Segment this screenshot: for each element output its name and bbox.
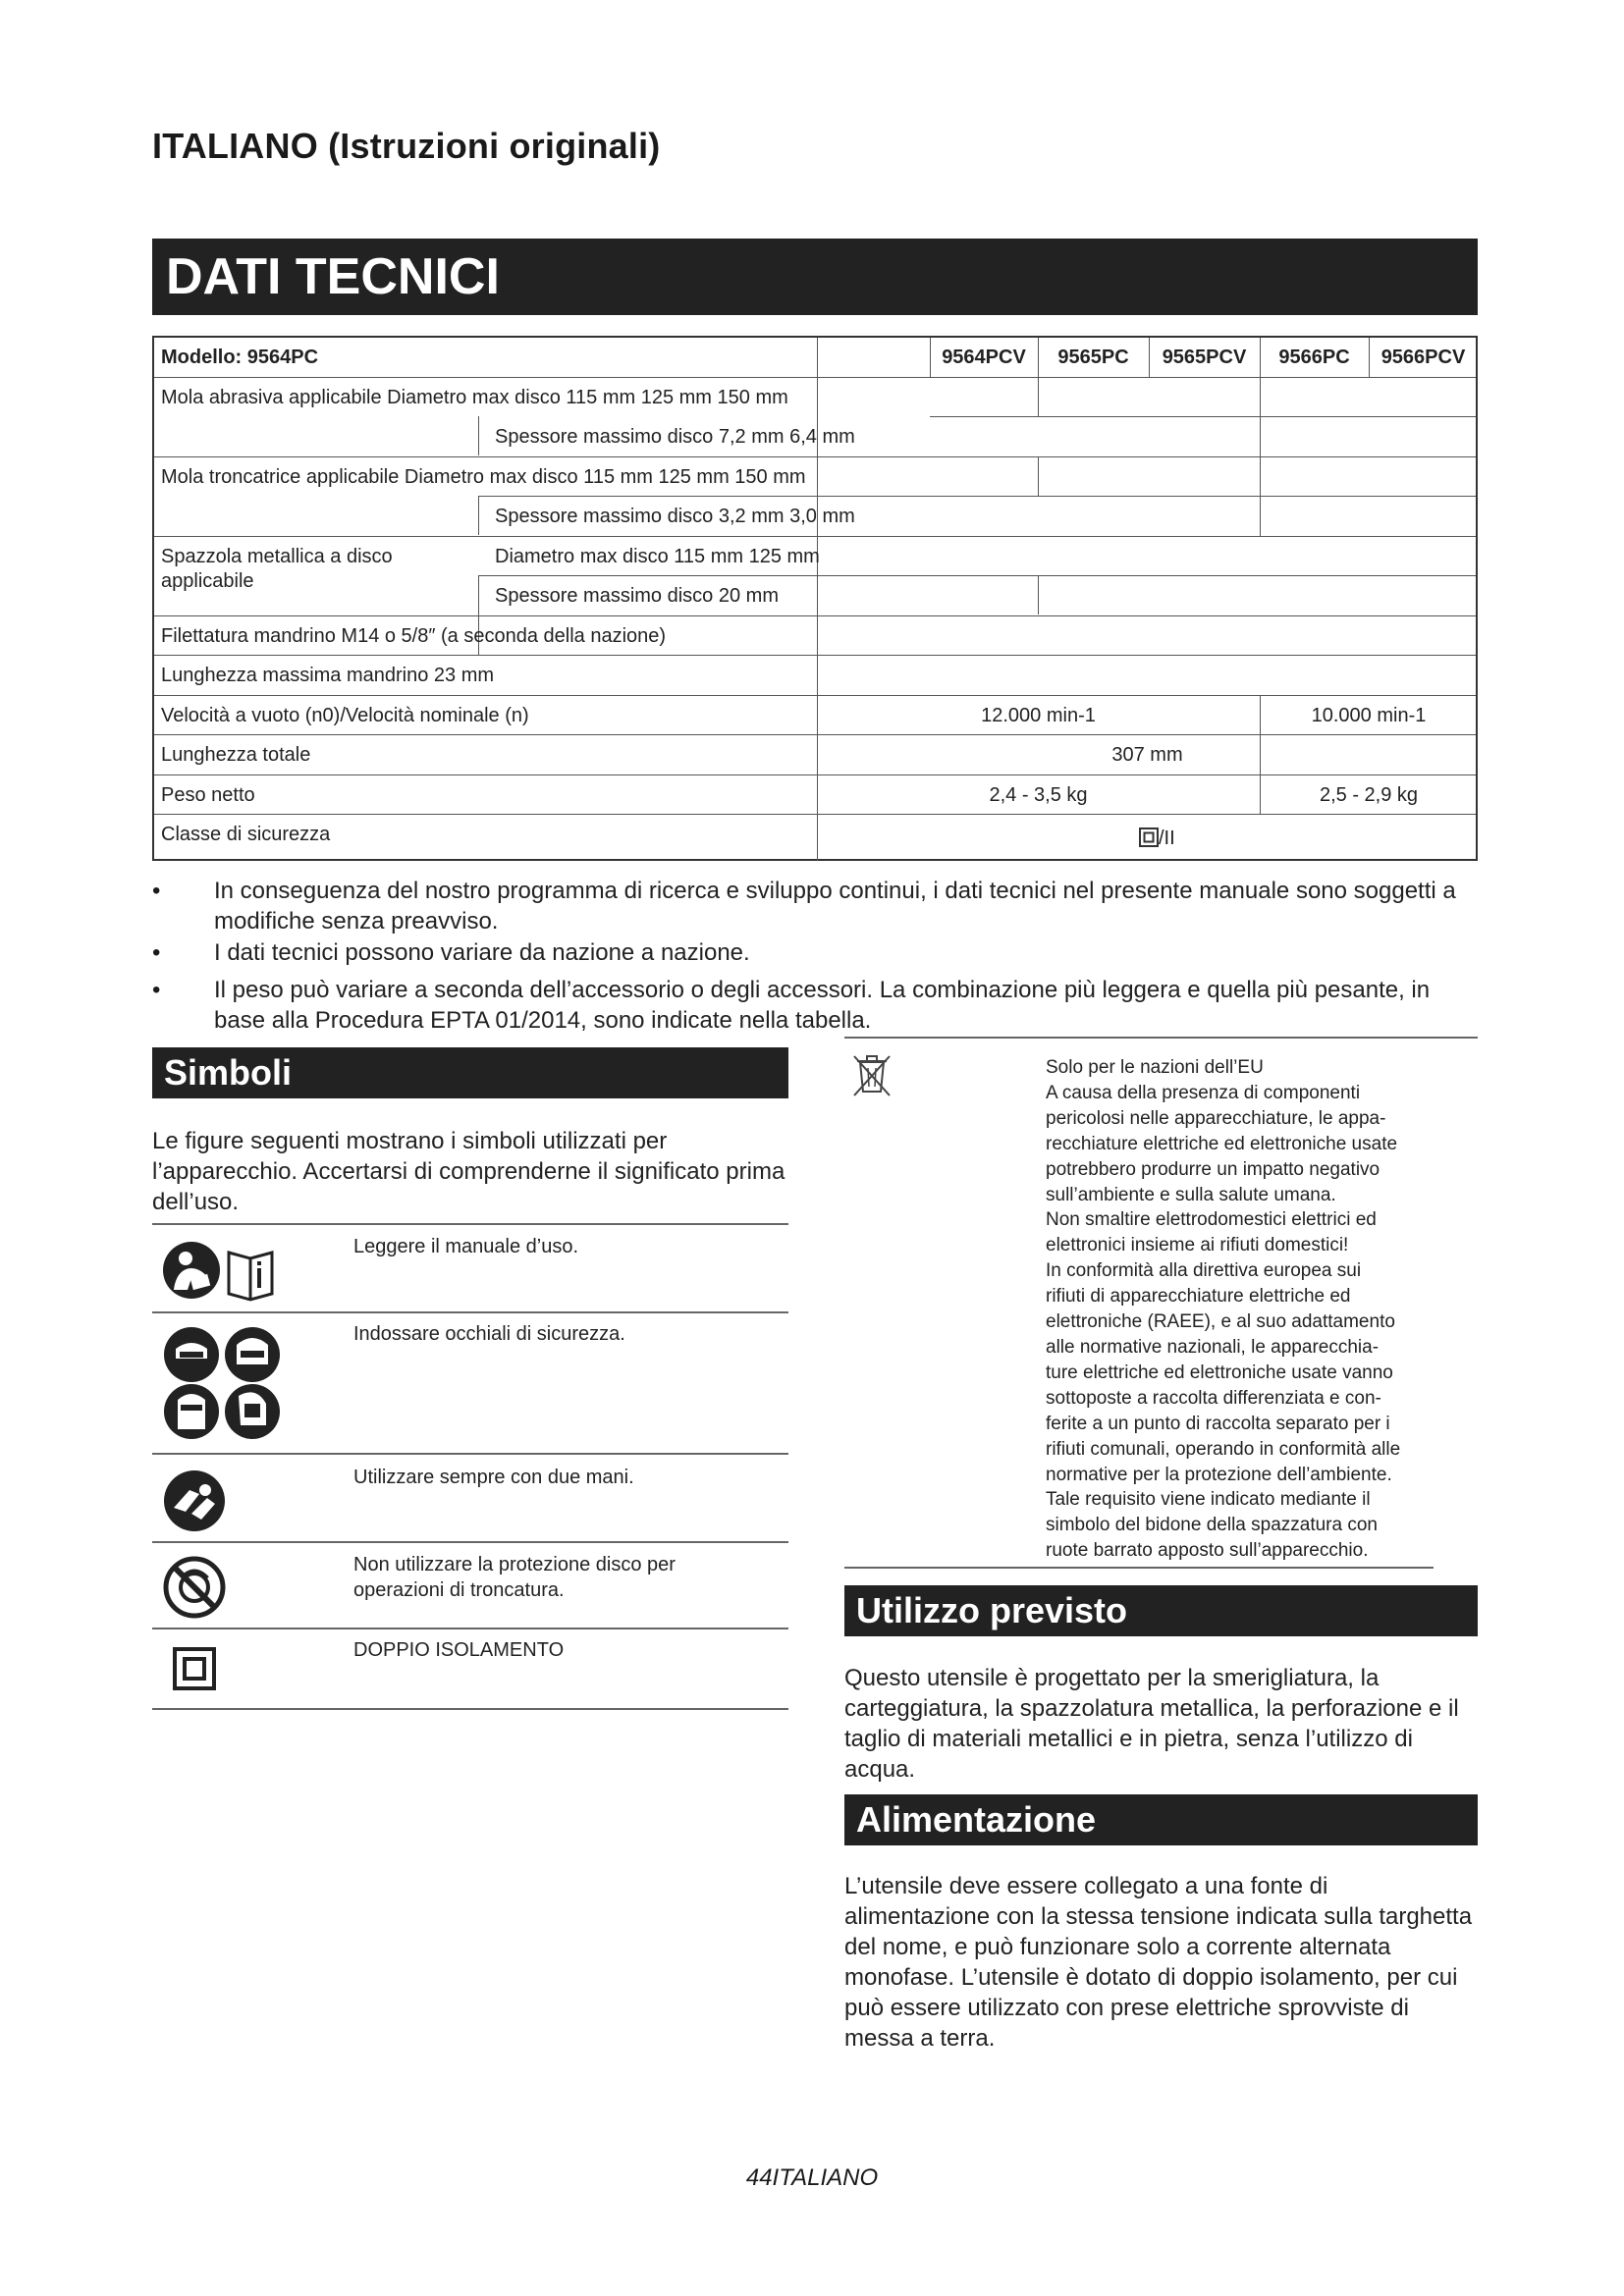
bullet: •	[152, 977, 161, 1003]
utilizzo-text: Questo utensile è progettato per la smerigliatura, la carteggiatura, la spazzolatura metallica, la perforazione e il taglio di materiali metallici e in pietra, senza l’utilizzo di acqua.	[844, 1665, 1459, 1783]
utilizzo-heading: Utilizzo previsto	[844, 1585, 1478, 1636]
row-mola-abrasiva-diametro: Mola abrasiva applicabile Diametro max disco 115 mm 125 mm 150 mm	[161, 387, 788, 408]
row-peso-value-1: 2,4 - 3,5 kg	[989, 784, 1088, 806]
row-spazzola-diametro: Diametro max disco 115 mm 125 mm	[495, 546, 820, 567]
crossed-bin-icon	[852, 1052, 892, 1102]
row-mola-troncatrice-diametro: Mola troncatrice applicabile Diametro max disco 115 mm 125 mm 150 mm	[161, 466, 806, 488]
symbol-text-read-manual: Leggere il manuale d’uso.	[353, 1236, 579, 1257]
safety-glasses-icon	[162, 1325, 284, 1446]
row-lunghezza-totale-value: 307 mm	[1111, 744, 1183, 766]
simboli-intro: Le figure seguenti mostrano i simboli utilizzati per l’apparecchio. Accertarsi di comprenderne il significato prima dell’uso.	[152, 1128, 785, 1215]
no-guard-cutting-icon	[162, 1555, 227, 1625]
bullet: •	[152, 939, 161, 966]
alimentazione-heading: Alimentazione	[844, 1794, 1478, 1845]
symbol-text-two-hands: Utilizzare sempre con due mani.	[353, 1467, 634, 1488]
read-manual-icon	[162, 1239, 299, 1307]
row-mola-abrasiva-spessore: Spessore massimo disco 7,2 mm 6,4 mm	[495, 426, 855, 448]
model-header: 9565PCV	[1162, 347, 1247, 368]
model-header: 9566PCV	[1380, 347, 1466, 368]
note-3: Il peso può variare a seconda dell’accessorio o degli accessori. La combinazione più leggera e quella più pesante, in base alla Procedura EPTA 01/2014, sono indicate nella tabella.	[214, 977, 1431, 1034]
page-number: 44ITALIANO	[745, 2164, 879, 2191]
row-classe-value: /II	[1139, 827, 1175, 850]
simboli-heading: Simboli	[152, 1047, 788, 1098]
row-lunghezza-totale-label: Lunghezza totale	[161, 744, 311, 766]
symbol-text-double-insulation: DOPPIO ISOLAMENTO	[353, 1639, 565, 1661]
row-spazzola-spessore: Spessore massimo disco 20 mm	[495, 585, 779, 607]
note-1: In conseguenza del nostro programma di ricerca e sviluppo continui, i dati tecnici nel presente manuale sono soggetti a modifiche senza preavviso.	[214, 878, 1456, 934]
row-peso-value-2: 2,5 - 2,9 kg	[1319, 784, 1419, 806]
row-velocita-value-2: 10.000 min-1	[1311, 705, 1427, 726]
row-velocita-label: Velocità a vuoto (n0)/Velocità nominale (n)	[161, 705, 529, 726]
row-peso-label: Peso netto	[161, 784, 255, 806]
model-label: Modello: 9564PC	[161, 347, 319, 368]
bullet: •	[152, 878, 161, 904]
two-hands-icon	[162, 1468, 227, 1538]
double-insulation-icon	[173, 1647, 216, 1695]
row-spazzola-label: Spazzola metallica a disco	[161, 546, 393, 567]
weee-text: Solo per le nazioni dell’EU A causa della presenza di componenti pericolosi nelle apparecchiature, le appa- recchiature elettriche ed elettroniche usate potrebbero produrre un impatto negativo sull’ambiente e sulla salute umana. Non smaltire elettrodomestici elettrici ed elettronici insieme ai rifiuti domestici! In conformità alla direttiva europea sui rifiuti di apparecchiature elettriche ed elettroniche (RAEE), e al suo adattamento alle normative nazionali, le apparecchia- ture elettriche ed elettroniche usate vanno sottoposte a raccolta differenziata e con- ferite a un punto di raccolta separato per i rifiuti comunali, operando in conformità alle normative per la protezione dell’ambiente. Tale requisito viene indicato mediante il simbolo del bidone della spazzatura con ruote barrato apposto sull’apparecchio.	[1046, 1057, 1401, 1562]
page-language-title: ITALIANO (Istruzioni originali)	[152, 126, 661, 166]
symbol-text-safety-glasses: Indossare occhiali di sicurezza.	[353, 1323, 625, 1345]
row-classe-label: Classe di sicurezza	[161, 824, 331, 845]
row-velocita-value-1: 12.000 min-1	[981, 705, 1096, 726]
double-insulation-small-icon	[1139, 828, 1159, 847]
row-spazzola-label-2: applicabile	[161, 570, 254, 592]
row-mola-troncatrice-spessore: Spessore massimo disco 3,2 mm 3,0 mm	[495, 506, 855, 527]
symbol-text-no-guard: Non utilizzare la protezione disco per operazioni di troncatura.	[353, 1554, 676, 1601]
row-filettatura: Filettatura mandrino M14 o 5/8″ (a seconda della nazione)	[161, 625, 667, 647]
note-2: I dati tecnici possono variare da nazione a nazione.	[214, 939, 750, 966]
model-header: 9564PCV	[942, 347, 1026, 368]
model-header: 9565PC	[1057, 347, 1129, 368]
alimentazione-text: L’utensile deve essere collegato a una fonte di alimentazione con la stessa tensione indicata sulla targhetta del nome, e può funzionare solo a corrente alternata monofase. L’utensile è dotato di doppio isolamento, per cui può essere utilizzato con prese elettriche sprovviste di messa a terra.	[844, 1873, 1473, 2052]
spec-table	[152, 336, 1478, 861]
dati-tecnici-heading: DATI TECNICI	[152, 239, 1478, 315]
row-lunghezza-mandrino: Lunghezza massima mandrino 23 mm	[161, 665, 495, 686]
model-header: 9566PC	[1278, 347, 1350, 368]
